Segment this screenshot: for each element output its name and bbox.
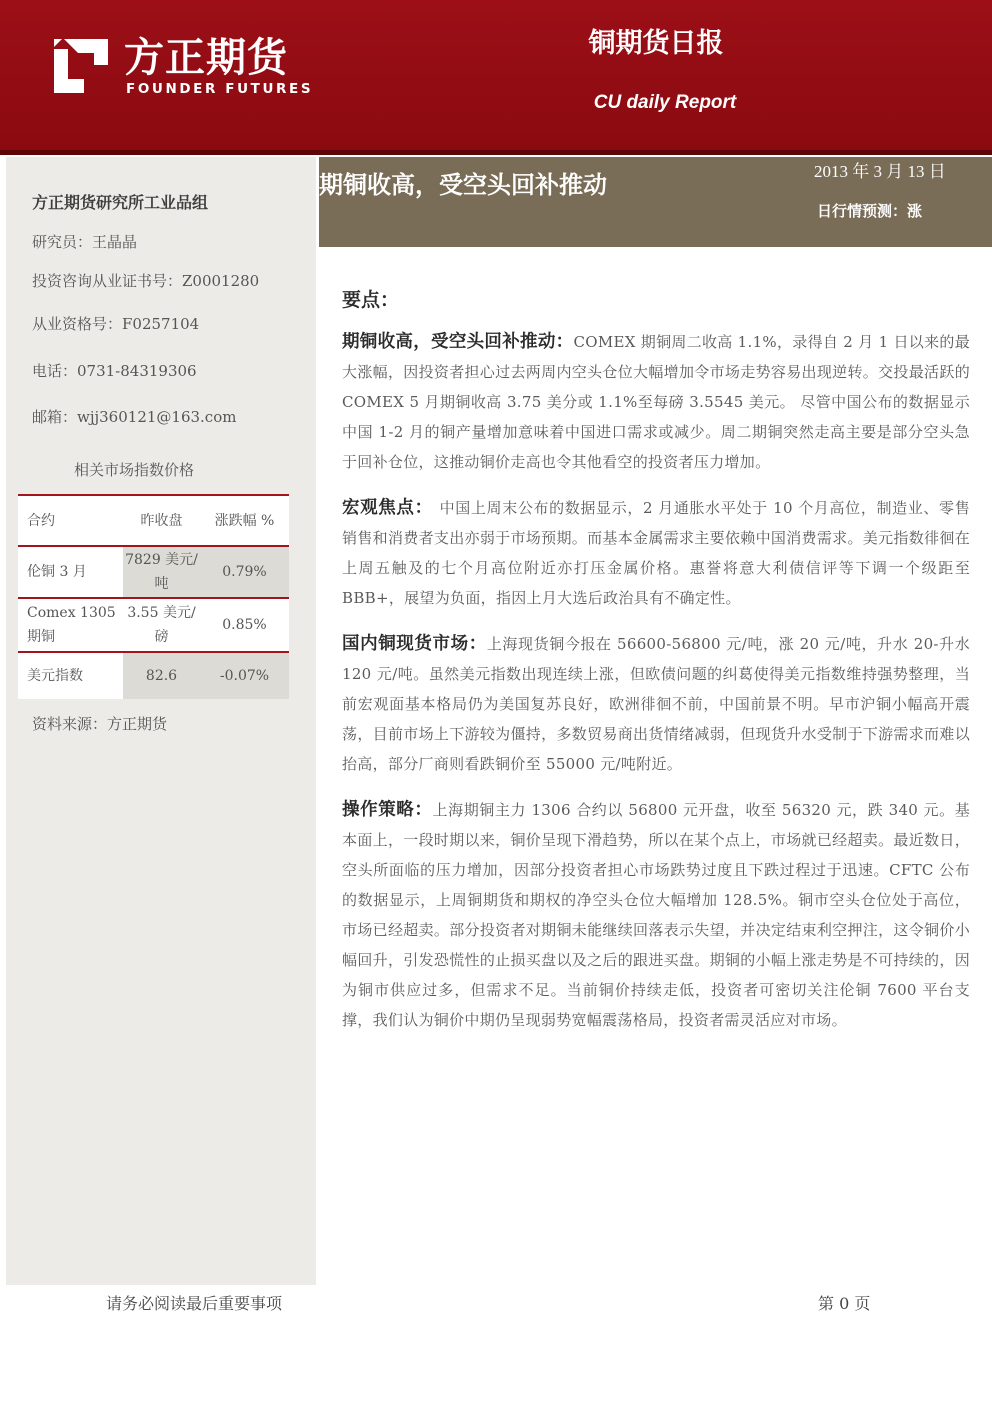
section-text: 上海期铜主力 1306 合约以 56800 元开盘，收至 56320 元，跌 340 元。基本面上，一段时期以来，铜价呈现下滑趋势，所以在某个点上，市场就已经超卖。最近数日，空头所面临的压力增加，因部分投资者担心市场跌势过度且下跌过程过于迅速。CFTC 公布的数据显示，上周铜期货和期权的净空头仓位大幅增加 128.5%。铜市空头仓位处于高位，市场已经超卖。部分投资者对期铜未能继续回落表示失望，并决定结束利空押注，这令铜价小幅回升，引发恐慌性的止损买盘以及之后的跟进买盘。期铜的小幅上涨走势是不可持续的，因为铜市供应过多，但需求不足。当前铜价持续走低，投资者可密切关注伦铜 7600 平台支撑，我们认为铜价中期仍呈现弱势宽幅震荡格局，投资者需灵活应对市场。 — [342, 801, 971, 1029]
company-logo — [50, 35, 320, 97]
daily-forecast: 日行情预测：涨 — [817, 202, 923, 220]
close-cell: 82.6 — [123, 652, 200, 699]
key-points-heading: 要点： — [342, 289, 400, 311]
section-copper-close — [342, 327, 970, 477]
disclaimer-note: 请务必阅读最后重要事项 — [106, 1294, 283, 1313]
report-subtitle: CU daily Report — [593, 92, 737, 113]
research-group: 方正期货研究所工业品组 — [32, 193, 209, 212]
email-address: 邮箱：wjj360121@163.com — [32, 408, 237, 426]
contract-cell: Comex 1305 期铜 — [18, 598, 123, 652]
report-header — [0, 0, 992, 155]
close-cell: 7829 美元/吨 — [123, 546, 200, 598]
section-text: 上海现货铜今报在 56600-56800 元/吨，涨 20 元/吨，升水 20-升水 120 元/吨。虽然美元指数出现连续上涨，但欧债问题的纠葛使得美元指数维持强势整理，当前宏观面基本格局仍为美国复苏良好，欧洲徘徊不前，中国前景不明。早市沪铜小幅高开震荡，目前市场上下游较为僵持，多数贸易商出货情绪减弱，但现货升水受制于下游需求而难以抬高，部分厂商则看跌铜价至 55000 元/吨附近。 — [342, 635, 970, 773]
contract-cell: 美元指数 — [18, 652, 123, 699]
section-strategy — [342, 795, 970, 1035]
certificate-number: 投资咨询从业证书号：Z0001280 — [32, 272, 260, 290]
page-number: 第 0 页 — [818, 1294, 871, 1313]
table-header-row — [18, 495, 289, 546]
column-header: 昨收盘 — [123, 495, 200, 546]
section-lead: 国内铜现货市场： — [342, 634, 487, 654]
qualification-number: 从业资格号：F0257104 — [32, 315, 200, 333]
data-source: 资料来源：方正期货 — [32, 715, 168, 733]
phone-number: 电话：0731-84319306 — [32, 362, 197, 380]
close-cell: 3.55 美元/磅 — [123, 598, 200, 652]
analyst-name: 研究员：王晶晶 — [32, 233, 138, 251]
table-row — [18, 652, 289, 699]
section-macro — [342, 493, 970, 613]
sidebar — [6, 157, 316, 1285]
market-table-title: 相关市场指数价格 — [73, 461, 194, 479]
market-index-table — [18, 494, 289, 699]
section-lead: 期铜收高，受空头回补推动： — [342, 332, 574, 352]
report-body — [342, 285, 970, 1051]
table-row — [18, 598, 289, 652]
logo-chinese-text: 方正期货 — [124, 35, 288, 81]
change-cell: 0.79% — [200, 546, 289, 598]
section-lead: 宏观焦点： — [342, 498, 424, 518]
column-header: 涨跌幅 % — [200, 495, 289, 546]
report-date: 2013 年 3 月 13 日 — [814, 162, 946, 181]
logo-english-text: FOUNDER FUTURES — [126, 81, 314, 97]
contract-cell: 伦铜 3 月 — [18, 546, 123, 598]
founder-logo-icon — [50, 35, 112, 97]
column-header: 合约 — [18, 495, 123, 546]
change-cell: -0.07% — [200, 652, 289, 699]
section-spot-market — [342, 629, 970, 779]
table-row — [18, 546, 289, 598]
section-text: 中国上周末公布的数据显示，2 月通胀水平处于 10 个月高位，制造业、零售销售和消费者支出亦弱于市场预期。而基本金属需求主要依赖中国消费需求。美元指数徘徊在上周五触及的七个月高位附近亦打压金属价格。惠誉将意大利债信评等下调一个级距至 BBB+，展望为负面，指因上月大选后政治具有不确定性。 — [342, 499, 970, 607]
section-text: COMEX 期铜周二收高 1.1%，录得自 2 月 1 日以来的最大涨幅，因投资者担心过去两周内空头仓位大幅增加令市场走势容易出现逆转。交投最活跃的 COMEX 5 月期铜收高 3.75 美分或 1.1%至每磅 3.5545 美元。 尽管中国公布的数据显示中国 1-2 月的铜产量增加意味着中国进口需求或减少。周二期铜突然走高主要是部分空头急于回补仓位，这推动铜价走高也令其他看空的投资者压力增加。 — [342, 333, 970, 471]
report-title: 铜期货日报 — [588, 28, 724, 59]
header-divider — [0, 150, 992, 155]
section-lead: 操作策略： — [342, 800, 433, 820]
change-cell: 0.85% — [200, 598, 289, 652]
headline: 期铜收高，受空头回补推动 — [319, 171, 607, 199]
headline-band — [319, 157, 992, 247]
